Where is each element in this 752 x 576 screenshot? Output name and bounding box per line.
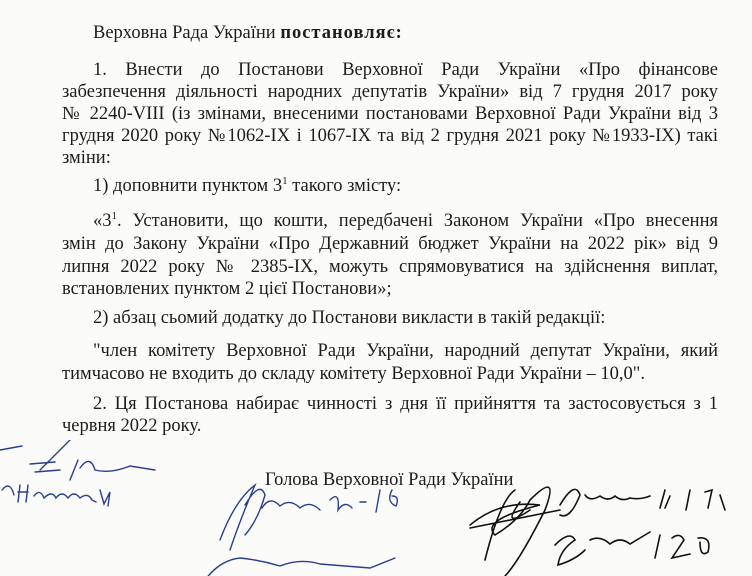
signature bbox=[555, 532, 709, 565]
p1-line: грудня 2020 року №1062-IX і 1067-IX та від 2 грудня 2021 року №1933-IX) такі bbox=[62, 126, 718, 146]
signature bbox=[0, 440, 155, 480]
quote1-line: липня 2022 року № 2385-IX, можуть спрямовуватися на здійснення виплат, bbox=[62, 257, 718, 277]
subpoint-1 bbox=[93, 175, 401, 197]
superscript: 1 bbox=[111, 210, 117, 222]
subpoint-2: 2) абзац сьомий додатку до Постанови викласти в такій редакції: bbox=[93, 308, 606, 328]
quote1-line bbox=[93, 210, 718, 232]
handwritten-signatures bbox=[0, 440, 752, 576]
p2-line: червня 2022 року. bbox=[62, 416, 202, 436]
quote1-line: встановлених пунктом 2 цієї Постанови»; bbox=[62, 279, 392, 299]
signature bbox=[2, 485, 110, 506]
p1-line: зміни: bbox=[62, 148, 111, 168]
signature bbox=[220, 485, 397, 550]
signature bbox=[470, 487, 560, 576]
p1-line: № 2240-VIII (із змінами, внесеними постановами Верховної Ради України від 3 bbox=[62, 104, 718, 124]
p2-line: 2. Ця Постанова набирає чинності з дня її прийняття та застосовується з 1 bbox=[93, 394, 718, 414]
enacting-body: Верховна Рада України bbox=[93, 23, 276, 43]
p1-line: 1. Внести до Постанови Верховної Ради України «Про фінансове bbox=[93, 60, 718, 80]
subpoint-1-text: такого змісту: bbox=[287, 176, 402, 196]
quote1-text: . Установити, що кошти, передбачені Законом України «Про внесення bbox=[117, 211, 718, 231]
signature bbox=[205, 558, 395, 576]
quote2-line: "член комітету Верховної Ради України, народний депутат України, який bbox=[93, 341, 718, 361]
enacting-clause bbox=[93, 22, 403, 44]
quote1-text: «3 bbox=[93, 211, 112, 231]
signature bbox=[560, 489, 725, 515]
subpoint-1-text: 1) доповнити пунктом 3 bbox=[93, 176, 283, 196]
p1-line: забезпечення діяльності народних депутатів України» від 7 грудня 2017 року bbox=[62, 82, 718, 102]
quote2-line: тимчасово не входить до складу комітету Верховної Ради України – 10,0". bbox=[62, 364, 645, 384]
superscript: 1 bbox=[282, 175, 288, 187]
enacting-verb: постановляє: bbox=[280, 23, 403, 43]
signature-title: Голова Верховної Ради України bbox=[265, 470, 514, 490]
quote1-line: змін до Закону України «Про Державний бюджет України на 2022 рік» від 9 bbox=[62, 234, 718, 254]
